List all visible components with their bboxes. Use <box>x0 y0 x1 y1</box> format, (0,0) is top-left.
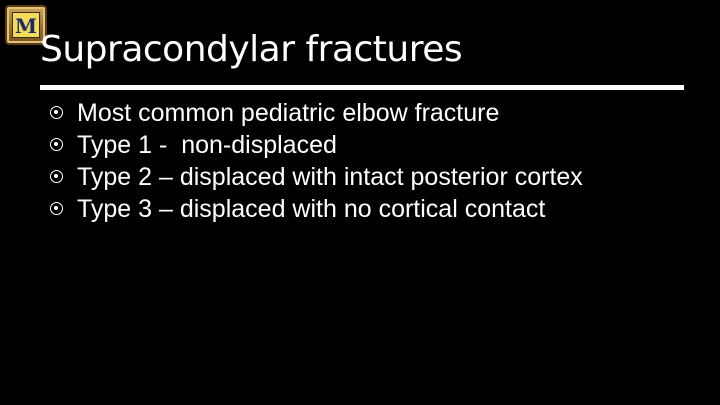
bullet-text: Type 2 – displaced with intact posterior cortex <box>77 163 583 191</box>
bullet-text: Most common pediatric elbow fracture <box>77 99 500 127</box>
bullet-list <box>50 97 650 225</box>
bullet-item <box>50 193 650 225</box>
bullet-text: Type 3 – displaced with no cortical contact <box>77 195 546 223</box>
logo-letter: M <box>14 13 38 38</box>
bullet-item <box>50 161 650 193</box>
logo-shield <box>12 12 40 38</box>
title-divider <box>40 85 684 90</box>
circled-dot-icon <box>50 170 63 183</box>
circled-dot-icon <box>50 202 63 215</box>
bullet-item <box>50 129 650 161</box>
circled-dot-icon <box>50 106 63 119</box>
bullet-text: Type 1 - non-displaced <box>77 131 337 159</box>
bullet-item <box>50 97 650 129</box>
circled-dot-icon <box>50 138 63 151</box>
slide-title: Supracondylar fractures <box>40 29 463 70</box>
